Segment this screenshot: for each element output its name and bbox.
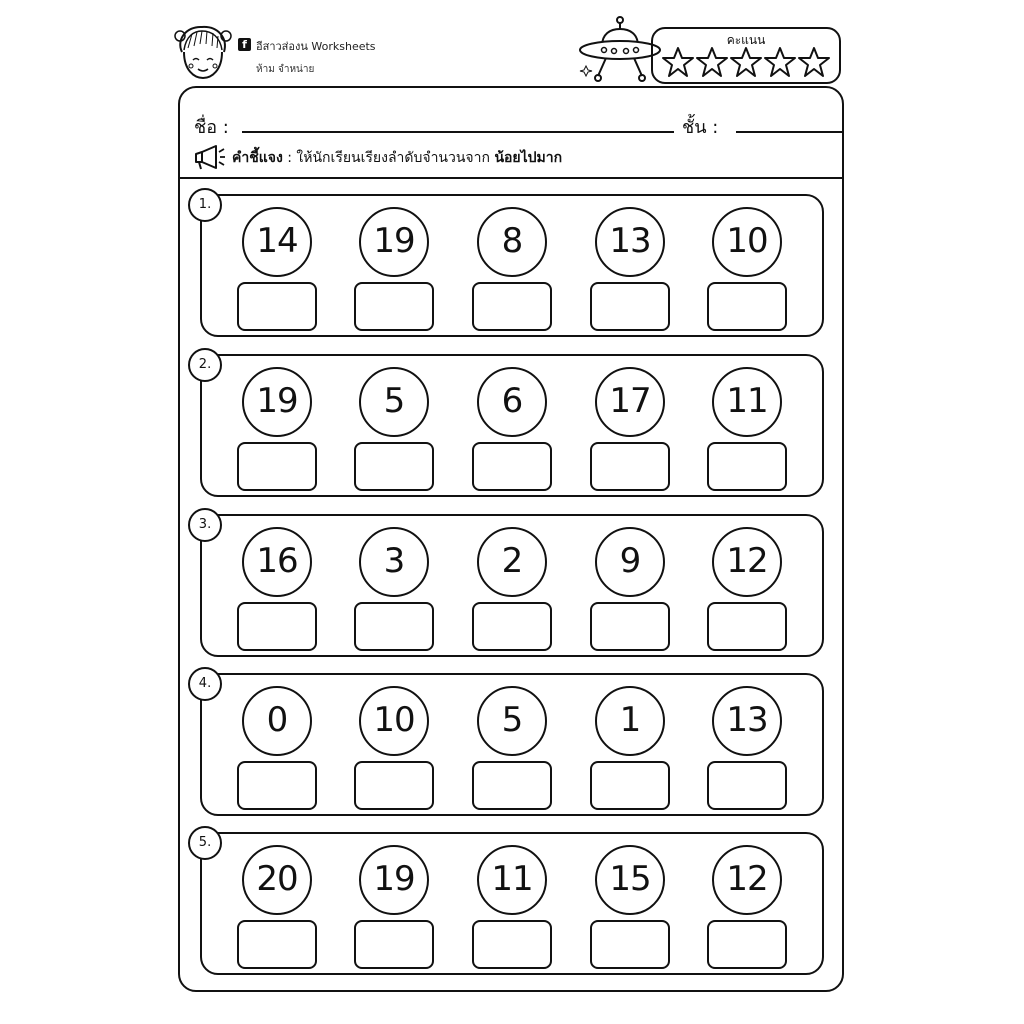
facebook-icon: f [238, 38, 251, 51]
star-icon [731, 48, 761, 76]
number-circle: 14 [242, 207, 312, 277]
instruction-body: : ให้นักเรียนเรียงลำดับจำนวนจาก [287, 150, 490, 166]
answer-box[interactable] [472, 282, 552, 331]
problem-number: 1. [188, 188, 222, 222]
instruction-label: คำชี้แจง [232, 150, 283, 166]
answer-box[interactable] [590, 442, 670, 491]
answer-box[interactable] [707, 442, 787, 491]
problem-card [200, 194, 824, 337]
number-circle: 12 [712, 527, 782, 597]
answer-box[interactable] [237, 920, 317, 969]
name-row [194, 112, 834, 138]
number-circle: 15 [595, 845, 665, 915]
answer-box[interactable] [590, 602, 670, 651]
number-circle: 5 [359, 367, 429, 437]
problem-card [200, 832, 824, 975]
number-circle: 19 [242, 367, 312, 437]
answer-box[interactable] [237, 282, 317, 331]
megaphone-icon [192, 142, 226, 170]
number-circle: 16 [242, 527, 312, 597]
header-divider [180, 177, 842, 179]
star-icon [799, 48, 829, 76]
number-circle: 13 [712, 686, 782, 756]
name-input-line[interactable] [242, 131, 674, 133]
answer-box[interactable] [707, 602, 787, 651]
number-circle: 9 [595, 527, 665, 597]
brand-name: อีสาวส่องน Worksheets [256, 40, 376, 53]
worksheet-frame [178, 86, 844, 992]
brand-subtitle: ห้าม จำหน่าย [256, 64, 315, 75]
number-circle: 10 [712, 207, 782, 277]
answer-box[interactable] [472, 761, 552, 810]
instruction-emphasis: น้อยไปมาก [494, 150, 563, 166]
answer-box[interactable] [707, 282, 787, 331]
number-circle: 20 [242, 845, 312, 915]
answer-box[interactable] [354, 442, 434, 491]
answer-box[interactable] [354, 761, 434, 810]
number-circle: 6 [477, 367, 547, 437]
name-label: ชื่อ : [194, 117, 229, 138]
star-icon [697, 48, 727, 76]
answer-box[interactable] [590, 920, 670, 969]
number-circle: 0 [242, 686, 312, 756]
score-label: คะแนน [726, 33, 766, 47]
answer-box[interactable] [237, 761, 317, 810]
answer-box[interactable] [707, 920, 787, 969]
problem-card [200, 514, 824, 657]
number-circle: 2 [477, 527, 547, 597]
number-circle: 19 [359, 845, 429, 915]
instruction-text [232, 147, 562, 169]
answer-box[interactable] [707, 761, 787, 810]
problem-number: 2. [188, 348, 222, 382]
class-label: ชั้น : [682, 117, 719, 138]
problem-number: 5. [188, 826, 222, 860]
problem-number: 3. [188, 508, 222, 542]
number-circle: 5 [477, 686, 547, 756]
class-input-line[interactable] [736, 131, 842, 133]
star-icon [765, 48, 795, 76]
rating-stars [661, 45, 833, 79]
number-circle: 17 [595, 367, 665, 437]
score-box [651, 27, 841, 84]
answer-box[interactable] [237, 442, 317, 491]
answer-box[interactable] [354, 602, 434, 651]
number-circle: 19 [359, 207, 429, 277]
answer-box[interactable] [354, 920, 434, 969]
answer-box[interactable] [472, 602, 552, 651]
girl-face-icon [172, 22, 234, 84]
answer-box[interactable] [590, 761, 670, 810]
number-circle: 11 [477, 845, 547, 915]
number-circle: 8 [477, 207, 547, 277]
number-circle: 1 [595, 686, 665, 756]
answer-box[interactable] [590, 282, 670, 331]
answer-box[interactable] [237, 602, 317, 651]
star-icon [663, 48, 693, 76]
answer-box[interactable] [472, 920, 552, 969]
number-circle: 12 [712, 845, 782, 915]
number-circle: 10 [359, 686, 429, 756]
problem-card [200, 673, 824, 816]
number-circle: 3 [359, 527, 429, 597]
answer-box[interactable] [472, 442, 552, 491]
number-circle: 13 [595, 207, 665, 277]
problem-card [200, 354, 824, 497]
answer-box[interactable] [354, 282, 434, 331]
number-circle: 11 [712, 367, 782, 437]
problem-number: 4. [188, 667, 222, 701]
